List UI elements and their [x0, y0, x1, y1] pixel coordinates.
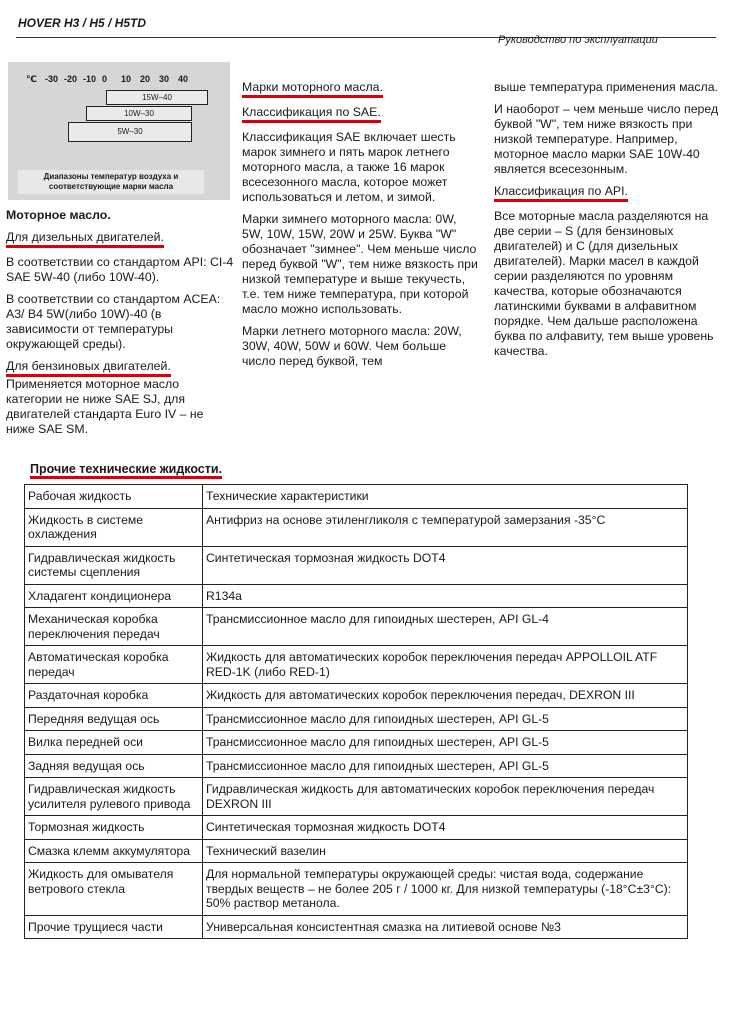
diesel-api-text: В соответствии со стандартом API: CI-4 SAE 5W-40 (либо 10W-40).	[6, 255, 234, 284]
fluid-spec-cell: Синтетическая тормозная жидкость DOT4	[203, 816, 688, 840]
table-row	[25, 684, 688, 708]
fluid-name-cell: Гидравлическая жидкость системы сцепления	[25, 546, 203, 584]
fluid-spec-cell: Для нормальной температуры окружающей среды: чистая вода, содержание твердых веществ – не более 205 г / 1000 кг. Для низкой температуры (-18°C±3°C): 50% раствор метанола.	[203, 863, 688, 916]
scale-tick: 10	[121, 74, 132, 84]
fluid-spec-cell: Технические характеристики	[203, 485, 688, 509]
column-sae	[242, 80, 478, 376]
scale-tick: -10	[83, 74, 97, 84]
api-text: Все моторные масла разделяются на две серии – S (для бензиновых двигателей) и C (для дизельных двигателей). Марки масел в каждой серии разделяются по уровням качества, которые обозначаются латинскими буквами в алфавитном порядке. Чем дальше расположена буква по алфавиту, тем выше уровень качества.	[494, 209, 714, 358]
table-row	[25, 508, 688, 546]
fluid-name-cell: Смазка клемм аккумулятора	[25, 839, 203, 863]
api-heading: Классификация по API.	[494, 184, 628, 202]
band-5w30: 5W–30	[68, 122, 192, 142]
fluid-name-cell: Прочие трущиеся части	[25, 915, 203, 939]
fluid-name-cell: Гидравлическая жидкость усилителя рулевого привода	[25, 778, 203, 816]
table-row	[25, 839, 688, 863]
table-row	[25, 816, 688, 840]
fluid-spec-cell: R134a	[203, 584, 688, 608]
header-model: HOVER H3 / H5 / H5TD	[18, 16, 147, 30]
sae-text-2: Марки зимнего моторного масла: 0W, 5W, 10W, 15W, 20W и 25W. Буква "W" обозначает "зимнее". Чем меньше число перед буквой "W", тем ниже вязкость при низкой температуре и выше текучесть, т.е. тем ниже температура, при которой масло можно использовать.	[242, 212, 478, 316]
fluid-name-cell: Задняя ведущая ось	[25, 754, 203, 778]
engine-oil-title: Моторное масло.	[6, 208, 111, 222]
temperature-range-figure	[8, 62, 230, 200]
fluid-name-cell: Раздаточная коробка	[25, 684, 203, 708]
scale-tick: 0	[102, 74, 108, 84]
sae-text-4: И наоборот – чем меньше число перед буквой "W", тем ниже вязкость при низкой температуре. Например, моторное масло марки SAE 10W-40 является всесезонным.	[494, 102, 719, 176]
fluid-spec-cell: Гидравлическая жидкость для автоматических коробок переключения передач DEXRON III	[203, 778, 688, 816]
table-row	[25, 863, 688, 916]
fluid-name-cell: Передняя ведущая ось	[25, 707, 203, 731]
sae-text-3: Марки летнего моторного масла: 20W, 30W, 40W, 50W и 60W. Чем больше число перед буквой, тем	[242, 324, 462, 368]
oil-grades-heading: Марки моторного масла.	[242, 80, 383, 98]
petrol-heading: Для бензиновых двигателей.	[6, 359, 171, 377]
fluid-spec-cell: Универсальная консистентная смазка на литиевой основе №3	[203, 915, 688, 939]
table-row	[25, 707, 688, 731]
fluid-spec-cell: Антифриз на основе этиленгликоля с температурой замерзания -35°C	[203, 508, 688, 546]
fluid-name-cell: Автоматическая коробка передач	[25, 646, 203, 684]
table-row	[25, 608, 688, 646]
fluid-spec-cell: Жидкость для автоматических коробок переключения передач APPOLLOIL ATF RED-1K (либо RED-1)	[203, 646, 688, 684]
table-row	[25, 754, 688, 778]
table-row	[25, 915, 688, 939]
fluid-spec-cell: Жидкость для автоматических коробок переключения передач, DEXRON III	[203, 684, 688, 708]
sae-text-1: Классификация SAE включает шесть марок зимнего и пять марок летнего моторного масла, а также 16 марок всесезонного масла, которое может использоваться и летом, и зимой.	[242, 130, 456, 204]
figure-caption: Диапазоны температур воздуха и соответствующие марки масла	[18, 170, 204, 194]
fluid-spec-cell: Трансмиссионное масло для гипоидных шестерен, API GL-5	[203, 754, 688, 778]
fluid-spec-cell: Трансмиссионное масло для гипоидных шестерен, API GL-5	[203, 731, 688, 755]
column-engine-oil	[6, 208, 234, 444]
table-row	[25, 546, 688, 584]
petrol-text: Применяется моторное масло категории не ниже SAE SJ, для двигателей стандарта Euro IV – не ниже SAE SM.	[6, 377, 204, 436]
diesel-acea-text: В соответствии со стандартом ACEA: A3/ B4 5W(либо 10W)-40 (в зависимости от температуры окружающей среды).	[6, 292, 221, 351]
table-row	[25, 584, 688, 608]
fluid-spec-cell: Трансмиссионное масло для гипоидных шестерен, API GL-4	[203, 608, 688, 646]
fluid-spec-cell: Трансмиссионное масло для гипоидных шестерен, API GL-5	[203, 707, 688, 731]
other-fluids-title: Прочие технические жидкости.	[30, 462, 222, 479]
column-api	[494, 80, 726, 366]
scale-tick: -30	[45, 74, 59, 84]
scale-tick: 20	[140, 74, 151, 84]
fluids-table	[24, 484, 688, 939]
sae-heading: Классификация по SAE.	[242, 105, 381, 123]
viscosity-bands	[48, 90, 208, 178]
fluid-spec-cell: Синтетическая тормозная жидкость DOT4	[203, 546, 688, 584]
table-row	[25, 778, 688, 816]
fluid-name-cell: Рабочая жидкость	[25, 485, 203, 509]
fluid-name-cell: Жидкость для омывателя ветрового стекла	[25, 863, 203, 916]
table-row	[25, 731, 688, 755]
band-15w40: 15W–40	[106, 90, 208, 105]
temperature-scale	[26, 74, 197, 85]
table-row	[25, 646, 688, 684]
fluid-name-cell: Механическая коробка переключения передач	[25, 608, 203, 646]
band-10w30: 10W–30	[86, 106, 192, 121]
scale-tick: -20	[64, 74, 78, 84]
table-header-row	[25, 485, 688, 509]
scale-tick: ℃	[26, 74, 37, 84]
fluid-name-cell: Жидкость в системе охлаждения	[25, 508, 203, 546]
scale-tick: 40	[178, 74, 189, 84]
fluid-name-cell: Вилка передней оси	[25, 731, 203, 755]
scale-tick: 30	[159, 74, 170, 84]
diesel-heading: Для дизельных двигателей.	[6, 230, 164, 248]
fluid-name-cell: Хладагент кондиционера	[25, 584, 203, 608]
fluid-name-cell: Тормозная жидкость	[25, 816, 203, 840]
sae-text-continued: выше температура применения масла.	[494, 80, 718, 94]
header-manual-title: Руководство по эксплуатации	[498, 34, 658, 46]
fluid-spec-cell: Технический вазелин	[203, 839, 688, 863]
